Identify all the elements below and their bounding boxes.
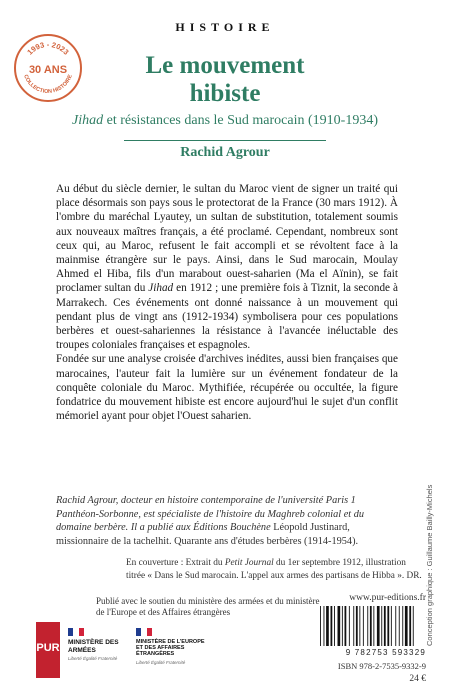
barcode-bar [391, 606, 392, 646]
barcode-bar [409, 606, 411, 646]
barcode-bar [384, 606, 386, 646]
barcode-bar [363, 606, 364, 646]
design-credit [425, 476, 439, 646]
barcode-bar [359, 606, 360, 646]
p1-part1: Au début du siècle dernier, le sultan du Maroc vient de signer un traité qui place désormais son pays sous le protectorat de la France (30 mars 1912). À l'ombre du maréchal Lyautey, un sultan de substitution, totalement soumis aux nouveaux maîtres français, a été proclamé. Cependant, nombreux sont ceux qui, au Maroc, refusent le fait accompli et se révoltent face à la mainmise étrangère sur le pays. Ainsi, dans le Sud marocain, Moulay Ahmed el Hiba, fils d'un marabout ouest-saharien (Ma el Aïnin), se fait proclamer sultan du [56, 183, 398, 295]
book-title [0, 52, 450, 108]
badge-collection: COLLECTION HISTOIRE [22, 73, 74, 96]
barcode-bar [338, 606, 341, 646]
ministere-europe-logo [136, 628, 212, 665]
book-title-line2: hibiste [189, 80, 261, 107]
book-title-line1: Le mouvement [145, 52, 305, 79]
book-subtitle [0, 113, 450, 129]
ministere-armees-devise: Liberté Égalité Fraternité [68, 656, 118, 661]
badge-label: 30 ANS [28, 64, 68, 76]
french-flag-icon [68, 628, 84, 636]
subtitle-italic: Jihad [72, 113, 104, 128]
french-flag-icon [136, 628, 152, 636]
ministere-armees-name: MINISTÈRE DES ARMÉES [68, 639, 119, 654]
barcode-bar [320, 606, 321, 646]
barcode-bar [370, 606, 372, 646]
cover-credit [126, 557, 426, 582]
ministere-europe-devise: Liberté Égalité Fraternité [136, 659, 186, 665]
author-bio [56, 494, 398, 548]
title-divider [124, 140, 326, 141]
barcode-bar [373, 606, 374, 646]
subtitle-rest: et résistances dans le Sud marocain (1910-1934) [103, 113, 378, 128]
barcode-bar [342, 606, 343, 646]
design-credit-text: Conception graphique : Guillaume Bailly-Michels [425, 484, 434, 646]
barcode-bar [377, 606, 380, 646]
barcode-bar [395, 606, 396, 646]
badge-years: 1993 - 2023 [25, 40, 71, 57]
barcode-bar [413, 606, 414, 646]
barcode-bar [326, 606, 329, 646]
back-cover-text [56, 182, 398, 423]
barcode-bar [381, 606, 382, 646]
barcode-bar [399, 606, 400, 646]
p1-italic: Jihad [148, 282, 174, 295]
barcode [318, 606, 418, 646]
barcode-bar [334, 606, 335, 646]
p1-part2: en 1912 ; une première fois à Tiznit, la seconde à Marrakech. Ces événements ont donné naissance à un mouvement qui pendant plus de vingt ans (1912-1934) symbolisera pour ces populations berbères et ouest-sahariennes la résistance à l'avancée inéluctable des troupes coloniales françaises et espagnoles. [56, 282, 398, 352]
barcode-bar [331, 606, 333, 646]
barcode-bar [405, 606, 408, 646]
barcode-number: 9 782753 593329 [345, 648, 426, 657]
publisher-url[interactable]: www.pur-editions.fr [349, 593, 426, 603]
support-notice: Publié avec le soutien du ministère des armées et du ministère de l'Europe et des Affaires étrangères [96, 596, 320, 617]
barcode-bar [402, 606, 403, 646]
ministere-armees-logo [68, 628, 138, 661]
bio-rest: Léopold Justinard, missionnaire de la tachelhit. Quarante ans d'études berbères (1914-1954). [56, 522, 359, 547]
barcode-bar [345, 606, 347, 646]
barcode-bar [353, 606, 354, 646]
series-title: HISTOIRE [175, 20, 275, 34]
book-author: Rachid Agrour [180, 145, 270, 160]
cover-italic: Petit Journal [224, 558, 274, 568]
isbn: ISBN 978-2-7535-9332-9 [337, 661, 426, 671]
ministere-europe-name: MINISTÈRE DE L'EUROPE ET DES AFFAIRES ÉTRANGÈRES [136, 639, 205, 658]
paragraph-1 [56, 182, 398, 352]
price: 24 € [409, 674, 426, 684]
cover-part2: du 1er septembre 1912, illustration titrée « Dans le Sud marocain. L'appel aux armes des partisans de Hibba ». DR. [126, 558, 422, 581]
bio-italic: Rachid Agrour, docteur en histoire contemporaine de l'université Paris 1 Panthéon-Sorbonne, est spécialiste de l'histoire du Maghreb colonial et du domaine berbère. Il a publié aux Éditions Bouchène [56, 495, 365, 533]
cover-part1: En couverture : Extrait du [126, 558, 225, 568]
barcode-bar [387, 606, 389, 646]
barcode-bar [349, 606, 350, 646]
paragraph-2: Fondée sur une analyse croisée d'archives inédites, aussi bien françaises que marocaines, l'auteur fait la lumière sur un événement fondateur de la conquête coloniale du Maroc. Mythifiée, récupérée ou occultée, la figure fondatrice du mouvement hibiste est encore aujourd'hui le sujet d'un conflit mémoriel ayant pour objet l'Ouest saharien. [56, 353, 398, 423]
barcode-bar [324, 606, 325, 646]
barcode-bar [367, 606, 368, 646]
pur-logo [36, 622, 60, 678]
barcode-bar [356, 606, 358, 646]
pur-logo-text: PUR [36, 642, 60, 654]
